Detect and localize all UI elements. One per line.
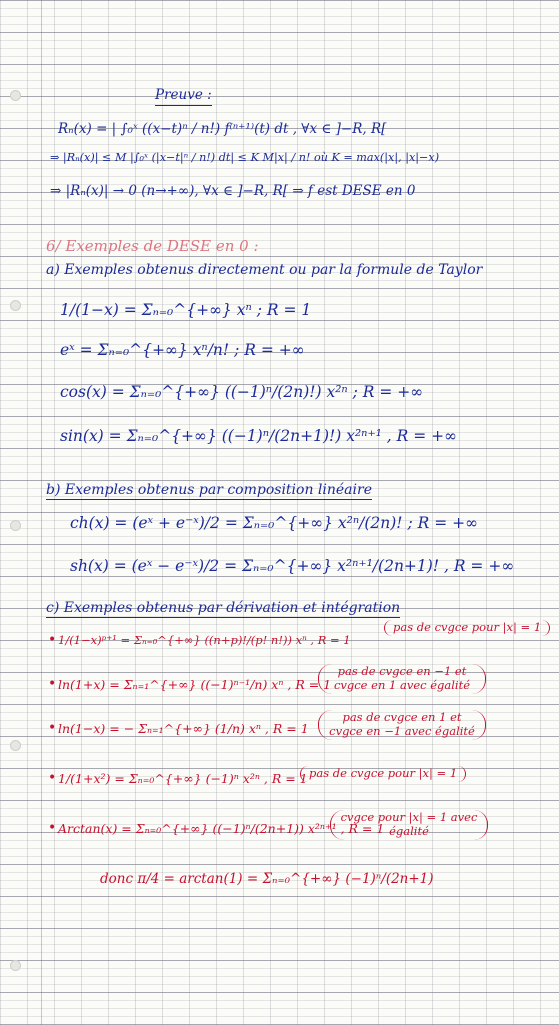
proof-line-2: ⇒ |Rₙ(x)| ≤ M |∫₀ˣ (|x−t|ⁿ / n!) dt| ≤ K M|x| / n! où K = max(|x|, |x|−x) [50,151,440,164]
bullet: • [48,632,57,648]
series-ln-1-plus-x: ln(1+x) = Σₙ₌₁^{+∞} ((−1)ⁿ⁻¹/n) xⁿ , R = 1 [58,677,332,692]
series-ln-1-minus-x: ln(1−x) = − Σₙ₌₁^{+∞} (1/n) xⁿ , R = 1 [58,721,309,736]
bullet: • [48,676,57,692]
note-ln-1-plus-x: pas de cvgce en −1 et cvgce en 1 avec égalité [318,664,486,694]
note-ln-1-minus-x: pas de cvgce en 1 et cvgce en −1 avec égalité [318,710,486,740]
series-ch: ch(x) = (eˣ + e⁻ˣ)/2 = Σₙ₌₀^{+∞} x²ⁿ/(2n)! ; R = +∞ [70,514,479,532]
binder-hole [10,90,21,101]
series-sh: sh(x) = (eˣ − e⁻ˣ)/2 = Σₙ₌₀^{+∞} x²ⁿ⁺¹/(2n+1)! , R = +∞ [70,557,515,575]
note-inverse-power: pas de cvgce pour |x| = 1 [384,620,550,636]
margin-line [41,0,42,1025]
binder-hole [10,300,21,311]
series-exp: eˣ = Σₙ₌₀^{+∞} xⁿ/n! ; R = +∞ [60,341,305,359]
proof-title: Preuve : [155,88,212,106]
note-inverse-1-plus-x2: pas de cvgce pour |x| = 1 [300,766,466,782]
series-inverse-1-plus-x2: 1/(1+x²) = Σₙ₌₀^{+∞} (−1)ⁿ x²ⁿ , R = 1 [58,771,308,786]
part-c-title: c) Exemples obtenus par dérivation et intégration [46,600,400,618]
note-arctan: cvgce pour |x| = 1 avec égalité [330,810,488,840]
series-inverse-power: 1/(1−x)ᵖ⁺¹ = Σₙ₌₀^{+∞} ((n+p)!/(p! n!)) xⁿ , R = 1 [58,633,351,647]
series-cos: cos(x) = Σₙ₌₀^{+∞} ((−1)ⁿ/(2n)!) x²ⁿ ; R = +∞ [60,383,424,401]
bullet: • [48,770,57,786]
bullet: • [48,820,57,836]
series-geometric: 1/(1−x) = Σₙ₌₀^{+∞} xⁿ ; R = 1 [60,301,312,319]
conclusion-pi-over-4: donc π/4 = arctan(1) = Σₙ₌₀^{+∞} (−1)ⁿ/(2n+1) [100,871,434,887]
binder-hole [10,520,21,531]
binder-hole [10,740,21,751]
series-arctan: Arctan(x) = Σₙ₌₀^{+∞} ((−1)ⁿ/(2n+1)) x²ⁿ⁺¹ , R = 1 [58,821,385,836]
proof-line-3: ⇒ |Rₙ(x)| → 0 (n→+∞), ∀x ∈ ]−R, R[ ⇒ f est DESE en 0 [50,183,416,199]
proof-line-1: Rₙ(x) = | ∫₀ˣ ((x−t)ⁿ / n!) f⁽ⁿ⁺¹⁾(t) dt , ∀x ∈ ]−R, R[ [58,121,387,137]
part-a-title: a) Exemples obtenus directement ou par la formule de Taylor [46,262,483,278]
section-title: 6/ Exemples de DESE en 0 : [46,237,259,255]
binder-hole [10,960,21,971]
bullet: • [48,720,57,736]
part-b-title: b) Exemples obtenus par composition linéaire [46,482,372,500]
series-sin: sin(x) = Σₙ₌₀^{+∞} ((−1)ⁿ/(2n+1)!) x²ⁿ⁺¹ , R = +∞ [60,427,458,445]
